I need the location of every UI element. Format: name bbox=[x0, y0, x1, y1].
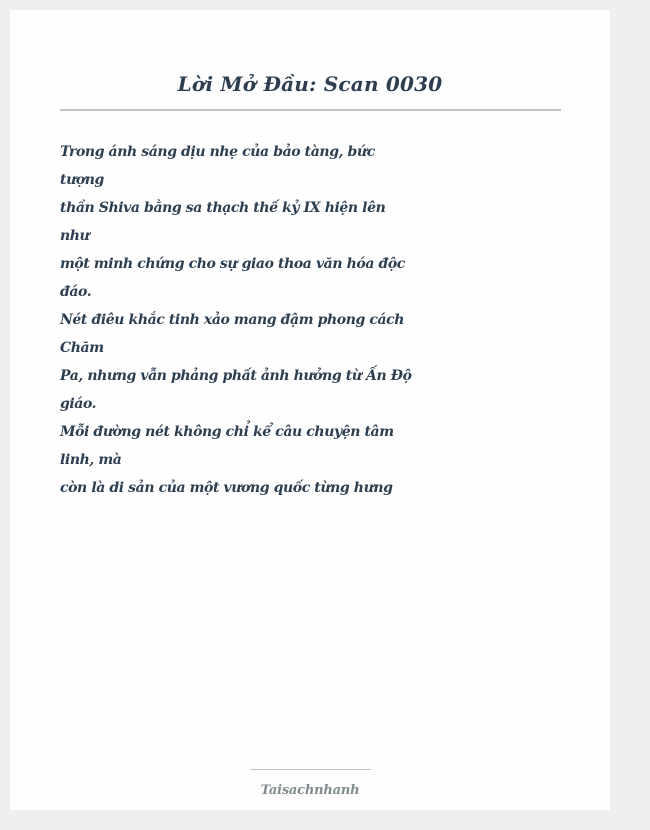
document-page bbox=[10, 10, 610, 810]
text-line: Trong ánh sáng dịu nhẹ của bảo tàng, bức bbox=[60, 144, 375, 160]
text-line: tượng bbox=[60, 172, 104, 188]
text-line: Chăm bbox=[60, 340, 104, 356]
title-divider bbox=[60, 109, 561, 111]
footer-source: Taisachnhanh bbox=[260, 783, 360, 798]
text-line: Mỗi đường nét không chỉ kể câu chuyện tâm bbox=[60, 424, 394, 440]
text-line: thần Shiva bằng sa thạch thế kỷ IX hiện lên bbox=[60, 200, 386, 216]
body-text bbox=[60, 141, 412, 505]
text-line: Pa, nhưng vẫn phảng phất ảnh hưởng từ Ấn Độ bbox=[60, 368, 412, 384]
text-line: một minh chứng cho sự giao thoa văn hóa độc bbox=[60, 256, 405, 272]
text-line: còn là di sản của một vương quốc từng hưng bbox=[60, 480, 393, 496]
text-line: Nét điêu khắc tinh xảo mang đậm phong cách bbox=[60, 312, 405, 328]
text-line: giáo. bbox=[60, 396, 97, 412]
text-line: như bbox=[60, 228, 90, 244]
text-line: đáo. bbox=[60, 284, 92, 300]
page-title: Lời Mở Đầu: Scan 0030 bbox=[177, 72, 443, 96]
footer-divider bbox=[250, 769, 371, 770]
text-line: linh, mà bbox=[60, 452, 122, 468]
